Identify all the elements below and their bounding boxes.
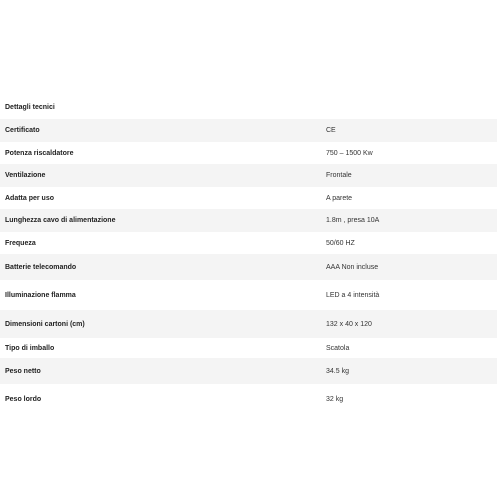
spec-row-imballo <box>0 338 497 358</box>
spec-row-peso-lordo <box>0 384 497 414</box>
spec-value: 32 kg <box>326 395 344 403</box>
spec-label: Tipo di imballo <box>5 344 55 352</box>
spec-label: Illuminazione flamma <box>5 291 76 299</box>
spec-row-dimensioni <box>0 310 497 338</box>
section-header <box>5 96 495 118</box>
spec-value: 34.5 kg <box>326 367 349 375</box>
spec-value: Scatola <box>326 344 350 352</box>
spec-row-cavo <box>0 209 497 232</box>
spec-value: 132 x 40 x 120 <box>326 320 372 328</box>
spec-label: Ventilazione <box>5 172 46 179</box>
spec-row-illuminazione <box>0 280 497 310</box>
spec-value: AAA Non incluse <box>326 263 379 271</box>
section-title: Dettagli tecnici <box>5 103 55 111</box>
spec-value: CE <box>326 127 336 134</box>
spec-label: Lunghezza cavo di alimentazione <box>5 217 116 224</box>
spec-value: 750 – 1500 Kw <box>326 149 373 157</box>
spec-row-peso-netto <box>0 358 497 384</box>
spec-value: 1.8m , presa 10A <box>326 217 380 224</box>
spec-label: Frequeza <box>5 239 36 247</box>
spec-value: Frontale <box>326 172 352 179</box>
spec-label: Adatta per uso <box>5 194 55 202</box>
spec-row-certificato <box>0 119 497 142</box>
spec-row-batterie <box>0 254 497 280</box>
spec-row-frequeza <box>0 232 497 254</box>
spec-value: LED a 4 intensità <box>326 291 380 299</box>
spec-row-ventilazione <box>0 164 497 187</box>
spec-label: Peso lordo <box>5 395 42 403</box>
spec-label: Certificato <box>5 127 40 134</box>
spec-label: Batterie telecomando <box>5 263 77 271</box>
spec-value: 50/60 HZ <box>326 239 355 247</box>
spec-value: A parete <box>326 194 353 202</box>
spec-label: Potenza riscaldatore <box>5 149 74 157</box>
spec-label: Dimensioni cartoni (cm) <box>5 320 85 328</box>
spec-label: Peso netto <box>5 367 41 375</box>
spec-row-potenza <box>0 142 497 164</box>
spec-row-adatta <box>0 187 497 209</box>
